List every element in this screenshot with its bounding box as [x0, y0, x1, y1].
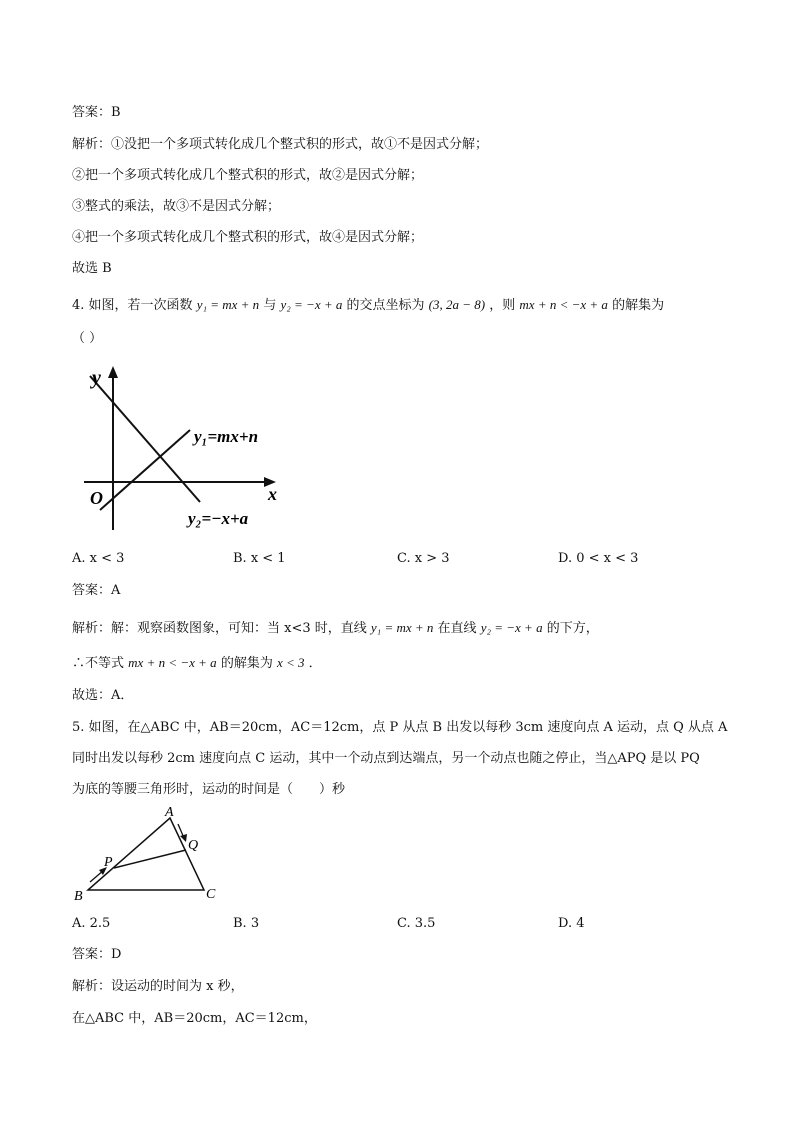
q5-option-d: D. 4 — [558, 916, 585, 931]
q4-inequality: mx + n < −x + a — [519, 297, 608, 312]
q4-conclusion-solution: x < 3 — [276, 655, 305, 670]
y-axis-arrow-icon — [108, 366, 118, 378]
q4-option-d: D. 0 < x < 3 — [558, 551, 639, 566]
q3-analysis-4: ④把一个多项式转化成几个整式积的形式，故④是因式分解； — [72, 230, 424, 245]
q5-stem-line-3: 为底的等腰三角形时，运动的时间是（ ）秒 — [72, 782, 346, 797]
q5-analysis-1: 解析：设运动的时间为 x 秒， — [72, 979, 244, 994]
q4-option-a: A. x < 3 — [72, 551, 125, 566]
q4-option-b: B. x < 1 — [233, 551, 286, 566]
q4-stem-part-d: ，则 — [489, 298, 516, 313]
q4-analysis — [72, 619, 599, 638]
q4-conclusion-inequality: mx + n < −x + a — [128, 655, 217, 670]
q4-analysis-y2: y₂ = −x + a — [480, 620, 543, 635]
q5-triangle-figure — [70, 804, 230, 906]
x-axis-label: x — [268, 484, 277, 504]
q5-stem-line-2: 同时出发以每秒 2cm 速度向点 C 运动，其中一个动点到达端点，另一个动点也随之停止，当△APQ 是以 PQ — [72, 751, 700, 766]
q5-option-b: B. 3 — [233, 916, 260, 931]
q5-option-c: C. 3.5 — [397, 916, 436, 931]
q3-analysis-2: ②把一个多项式转化成几个整式积的形式，故②是因式分解； — [72, 168, 424, 183]
q4-option-c: C. x > 3 — [397, 551, 450, 566]
q4-analysis-part-c: 的下方， — [546, 621, 599, 636]
triangle-abc — [88, 818, 204, 890]
q4-conclusion-part-a: ∴不等式 — [72, 656, 125, 671]
point-p-label: P — [104, 855, 113, 870]
q4-conclusion — [72, 654, 322, 673]
origin-label: O — [90, 488, 103, 508]
q4-y1-formula: y₁ = mx + n — [196, 297, 260, 312]
vertex-c-label: C — [206, 887, 216, 902]
q3-answer: 答案：B — [72, 105, 121, 120]
q4-analysis-part-b: 在直线 — [437, 621, 477, 636]
q3-choice: 故选 B — [72, 261, 112, 276]
q4-stem-part-c: 的交点坐标为 — [346, 298, 425, 313]
q5-answer: 答案：D — [72, 947, 122, 962]
q4-conclusion-part-b: 的解集为 — [220, 656, 273, 671]
q4-analysis-y1: y₁ = mx + n — [370, 620, 434, 635]
line-y2-label: y₂=−x+a — [188, 509, 249, 528]
line-y1-label: y₁=mx+n — [194, 427, 259, 446]
vertex-a-label: A — [165, 805, 174, 820]
q4-y2-formula: y₂ = −x + a — [280, 297, 343, 312]
q5-option-a: A. 2.5 — [72, 916, 111, 931]
q4-stem-part-e: 的解集为 — [612, 298, 665, 313]
q4-graph — [80, 362, 290, 532]
point-q-label: Q — [188, 838, 199, 853]
vertex-b-label: B — [74, 889, 83, 904]
q4-analysis-part-a: 解析：解：观察函数图象，可知：当 x<3 时，直线 — [72, 621, 367, 636]
q4-paren: （ ） — [72, 331, 103, 346]
q3-analysis-1: 解析：①没把一个多项式转化成几个整式积的形式，故①不是因式分解； — [72, 137, 489, 152]
q4-stem-part-a: 4. 如图，若一次函数 — [72, 298, 193, 313]
q5-analysis-2: 在△ABC 中，AB＝20cm，AC＝12cm， — [72, 1011, 317, 1026]
q4-conclusion-part-c: ． — [308, 656, 322, 671]
segment-pq — [114, 850, 186, 868]
line-y2 — [90, 376, 200, 502]
q3-analysis-3: ③整式的乘法，故③不是因式分解； — [72, 199, 281, 214]
q4-choice: 故选：A． — [72, 688, 134, 703]
q4-stem-part-b: 与 — [263, 298, 277, 313]
q5-stem-line-1: 5. 如图，在△ABC 中，AB＝20cm，AC＝12cm，点 P 从点 B 出发以每秒 3cm 速度向点 A 运动，点 Q 从点 A — [72, 720, 728, 735]
q4-answer: 答案：A — [72, 583, 121, 598]
q4-stem — [72, 296, 664, 315]
q4-intersection-point: (3, 2a − 8) — [428, 297, 486, 312]
y-axis-label: y — [92, 367, 101, 389]
